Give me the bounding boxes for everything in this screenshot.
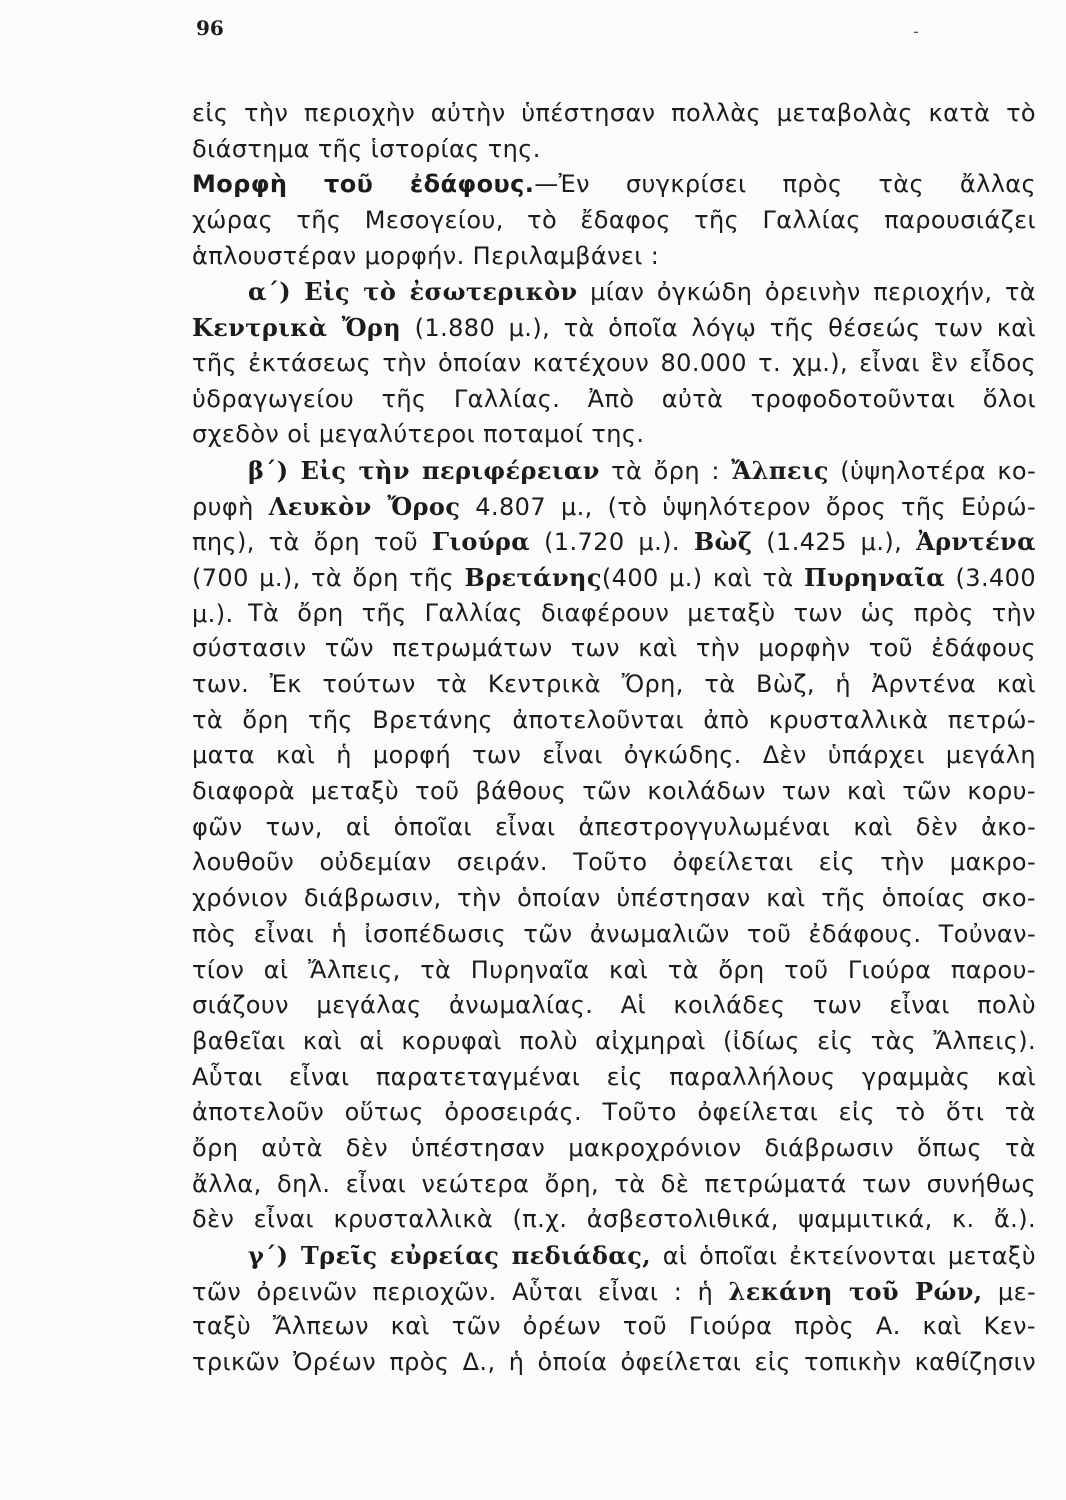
page-number: 96 xyxy=(196,16,224,40)
text-line: τὰ ὄρη τῆς Βρετάνης ἀποτελοῦνται ἀπὸ κρυσταλλικὰ πετρώ- xyxy=(192,705,1036,734)
text-span: (700 μ.), τὰ ὄρη τῆς xyxy=(192,563,465,592)
item-b-line xyxy=(192,524,1036,560)
item-c-line xyxy=(192,1274,1036,1310)
item-b-line xyxy=(192,453,1036,489)
text-span: (1.880 μ.), τὰ ὁποῖα λόγῳ τῆς θέσεώς των καὶ xyxy=(401,314,1036,343)
text-line: ματα καὶ ἡ μορφή των εἶναι ὀγκώδης. Δὲν ὑπάρχει μεγάλη xyxy=(192,741,1036,770)
place-name: Βὼζ xyxy=(693,527,753,557)
text-line: Αὗται εἶναι παρατεταγμέναι εἰς παραλλήλους γραμμὰς καὶ xyxy=(192,1062,1036,1091)
place-name: Ἀρντένα xyxy=(916,527,1036,557)
item-a-line xyxy=(192,310,1036,346)
text-line: εἰς τὴν περιοχὴν αὐτὴν ὑπέστησαν πολλὰς μεταβολὰς κατὰ τὸ xyxy=(192,99,1036,127)
text-span: —Ἐν συγκρίσει πρὸς τὰς ἄλλας xyxy=(534,170,1037,199)
text-line: σχεδὸν οἱ μεγαλύτεροι ποταμοί της. xyxy=(192,420,645,449)
text-line: ἀποτελοῦν οὕτως ὀροσειράς. Τοῦτο ὀφείλεται εἰς τὸ ὅτι τὰ xyxy=(192,1098,1036,1127)
item-c-label: γ΄) Τρεῖς εὐρείας πεδιάδας, xyxy=(248,1241,651,1270)
text-line: διαφορὰ μεταξὺ τοῦ βάθους τῶν κοιλάδων των καὶ τῶν κορυ- xyxy=(192,777,1036,806)
text-span: μίαν ὀγκώδη ὀρεινὴν περιοχήν, τὰ xyxy=(577,278,1036,307)
place-name: Λευκὸν Ὄρος xyxy=(268,491,461,521)
text-line: ταξὺ Ἄλπεων καὶ τῶν ὀρέων τοῦ Γιούρα πρὸς Α. καὶ Κεν- xyxy=(192,1312,1036,1341)
section-heading-line xyxy=(192,167,1036,203)
place-name: Πυρηναῖα xyxy=(804,562,946,592)
text-line: δὲν εἶναι κρυσταλλικὰ (π.χ. ἀσβεστολιθικά, ψαμμιτικά, κ. ἄ.). xyxy=(192,1205,1036,1234)
text-line: Τὰ ὄρη τῆς Γαλλίας διαφέρουν μεταξὺ των ὡς πρὸς τὴν xyxy=(248,598,1036,627)
corner-mark: - xyxy=(913,22,919,41)
item-b-label: β΄) Εἰς τὴν περιφέρειαν xyxy=(248,455,600,485)
item-a-label: α΄) Εἰς τὸ ἐσωτερικὸν xyxy=(248,277,578,307)
place-name: Κεντρικὰ Ὄρη xyxy=(192,313,402,343)
text-line: χώρας τῆς Μεσογείου, τὸ ἔδαφος τῆς Γαλλίας παρουσιάζει xyxy=(192,206,1036,235)
section-heading: Μορφὴ τοῦ ἐδάφους. xyxy=(192,170,535,199)
place-name: Βρετάνης xyxy=(464,562,602,592)
item-b-line xyxy=(192,489,1036,525)
text-line: σύστασιν τῶν πετρωμάτων των καὶ τὴν μορφὴν τοῦ ἐδάφους xyxy=(192,634,1036,663)
text-line: των. Ἐκ τούτων τὰ Κεντρικὰ Ὄρη, τὰ Βὼζ, ἡ Ἀρντένα καὶ xyxy=(192,670,1036,698)
place-name: λεκάνη τοῦ Ρών, xyxy=(728,1276,983,1306)
text-line: πὸς εἶναι ἡ ἰσοπέδωσις τῶν ἀνωμαλιῶν τοῦ ἐδάφους. Τοὐναν- xyxy=(192,919,1036,948)
text-line: χρόνιον διάβρωσιν, τὴν ὁποίαν ὑπέστησαν καὶ τῆς ὁποίας σκο- xyxy=(192,884,1036,913)
text-line: λουθοῦν οὐδεμίαν σειράν. Τοῦτο ὀφείλεται εἰς τὴν μακρο- xyxy=(192,848,1036,877)
body-text xyxy=(192,96,1036,1381)
text-line: διάστημα τῆς ἱστορίας της. xyxy=(192,134,541,163)
place-name: Ἄλπεις xyxy=(731,455,829,485)
place-name: Γιούρα xyxy=(431,527,531,557)
text-span: με- xyxy=(982,1277,1037,1306)
text-span: (1.425 μ.), xyxy=(752,528,917,557)
text-line: βαθεῖαι καὶ αἱ κορυφαὶ πολὺ αἰχμηραὶ (ἰδίως εἰς τὰς Ἄλπεις). xyxy=(192,1026,1036,1055)
text-line: τρικῶν Ὀρέων πρὸς Δ., ἡ ὁποία ὀφείλεται εἰς τοπικὴν καθίζησιν xyxy=(192,1348,1036,1377)
text-span: 4.807 μ., (τὸ ὑψηλότερον ὄρος τῆς Εὐρώ- xyxy=(460,492,1037,521)
text-span: (ὑψηλοτέρα κο- xyxy=(828,456,1037,485)
text-span: (3.400 μ.). xyxy=(192,563,1036,628)
text-line: ὑδραγωγείου τῆς Γαλλίας. Ἀπὸ αὐτὰ τροφοδοτοῦνται ὅλοι xyxy=(192,384,1036,413)
text-line: σιάζουν μεγάλας ἀνωμαλίας. Αἱ κοιλάδες των εἶναι πολὺ xyxy=(192,991,1036,1020)
text-line: τίον αἱ Ἄλπεις, τὰ Πυρηναῖα καὶ τὰ ὄρη τοῦ Γιούρα παρου- xyxy=(192,955,1036,984)
text-line: τῆς ἐκτάσεως τὴν ὁποίαν κατέχουν 80.000 τ. χμ.), εἶναι ἓν εἶδος xyxy=(192,348,1036,377)
text-span: τὰ ὄρη : xyxy=(599,456,732,485)
text-span: αἱ ὁποῖαι ἐκτείνονται μεταξὺ xyxy=(650,1242,1037,1270)
item-a-line xyxy=(192,274,1036,310)
text-span: (1.720 μ.). xyxy=(530,528,694,557)
text-line: φῶν των, αἱ ὁποῖαι εἶναι ἀπεστρογγυλωμέναι καὶ δὲν ἀκο- xyxy=(192,812,1036,841)
text-line: ὄρη αὐτὰ δὲν ὑπέστησαν μακροχρόνιον διάβρωσιν ὅπως τὰ xyxy=(192,1133,1036,1162)
text-span: ρυφὴ xyxy=(192,492,269,521)
text-span: τῶν ὀρεινῶν περιοχῶν. Αὗται εἶναι : ἡ xyxy=(192,1277,729,1306)
item-c-line xyxy=(192,1238,1036,1274)
text-span: (400 μ.) καὶ τὰ xyxy=(601,563,804,592)
text-line: ἄλλα, δηλ. εἶναι νεώτερα ὄρη, τὰ δὲ πετρώματά των συνήθως xyxy=(192,1169,1036,1198)
text-line: ἁπλουστέραν μορφήν. Περιλαμβάνει : xyxy=(192,241,660,270)
text-span: πης), τὰ ὄρη τοῦ xyxy=(192,528,432,557)
